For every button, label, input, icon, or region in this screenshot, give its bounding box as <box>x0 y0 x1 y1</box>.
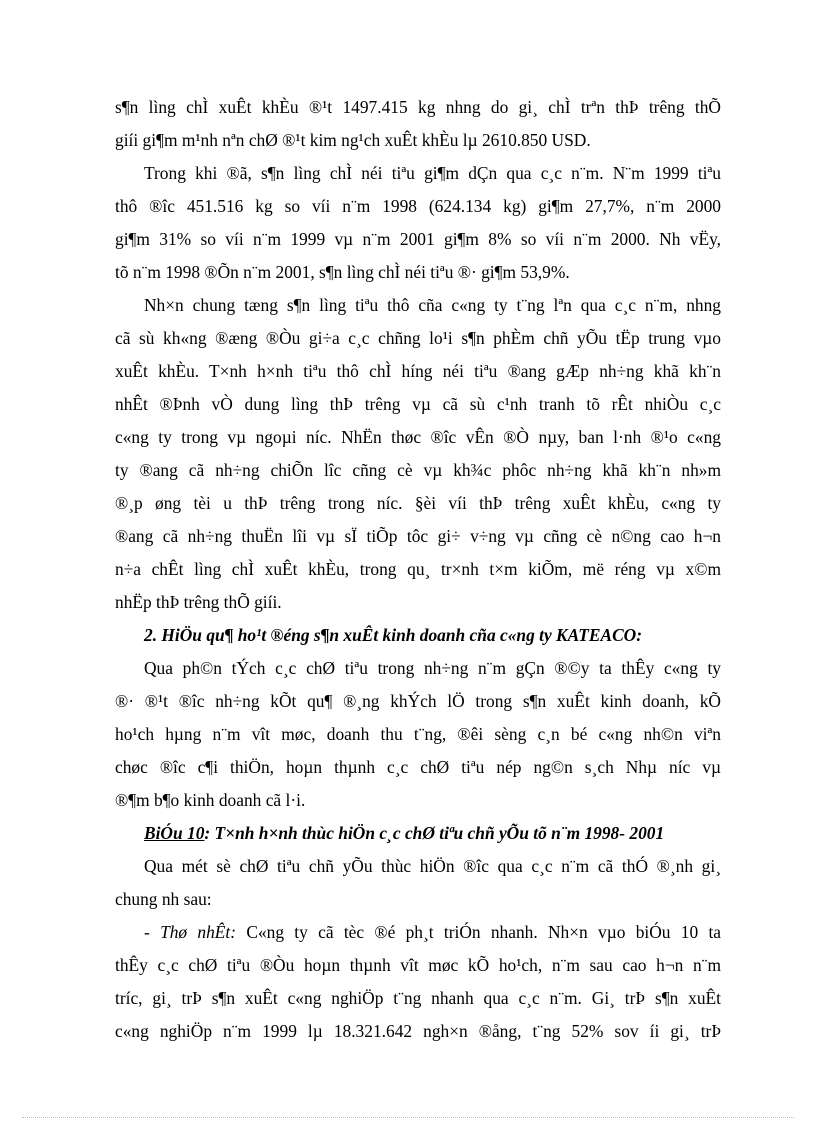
text-line: gi¶m 31% so víi n¨m 1999 vµ n¨m 2001 gi¶m 8% so víi n¨m 2000. Nh vËy, <box>115 229 721 249</box>
page-bottom-rule <box>22 1117 794 1118</box>
text-line: thÊy c¸c chØ tiªu ®Òu hoµn thµnh vît møc kÕ ho¹ch, n¨m sau cao h¬n n¨m <box>115 955 721 975</box>
text-line: nhÊt ®Þnh vÒ dung lìng thÞ trêng vµ cã sù c¹nh tranh tõ rÊt nhiÒu c¸c <box>115 394 721 414</box>
item-lead: - Thø nhÊt: <box>144 922 237 942</box>
text-line: ®¶m b¶o kinh doanh cã l·i. <box>115 790 306 810</box>
text-line: ®¸p øng tèi u thÞ trêng trong níc. §èi víi thÞ trêng xuÊt khÈu, c«ng ty <box>115 493 721 513</box>
table-caption <box>144 822 721 844</box>
text-line: Nh×n chung tæng s¶n lìng tiªu thô cña c«ng ty t¨ng lªn qua c¸c n¨m, nhng <box>144 295 721 315</box>
text-line: nhËp thÞ trêng thÕ giíi. <box>115 592 282 612</box>
text-line: ty ®ang cã nh÷ng chiÕn lîc cñng cè vµ kh¾c phôc nh÷ng khã kh¨n nh»m <box>115 460 721 480</box>
text-line: ®ang cã nh÷ng thuËn lîi vµ sÏ tiÕp tôc gi÷ v÷ng vµ cñng cè n©ng cao h¬n <box>115 526 721 546</box>
section-heading: 2. HiÖu qu¶ ho¹t ®éng s¶n xuÊt kinh doanh cña c«ng ty KATEACO: <box>144 625 643 645</box>
table-caption-text: : T×nh h×nh thùc hiÖn c¸c chØ tiªu chñ yÕu tõ n¨m 1998- 2001 <box>204 823 665 843</box>
text-line: Qua mét sè chØ tiªu chñ yÕu thùc hiÖn ®îc qua c¸c n¨m cã thÓ ®¸nh gi¸ <box>144 856 721 876</box>
text-line: ®· ®¹t ®îc nh÷ng kÕt qu¶ ®¸ng khÝch lÖ trong s¶n xuÊt kinh doanh, kÕ <box>115 691 721 711</box>
item-text: C«ng ty cã tèc ®é ph¸t triÓn nhanh. Nh×n vµo biÓu 10 ta <box>236 922 721 942</box>
table-caption-label: BiÓu 10 <box>144 823 205 843</box>
text-line: ho¹ch hµng n¨m vît møc, doanh thu t¨ng, ®êi sèng c¸n bé c«ng nh©n viªn <box>115 724 721 744</box>
text-line: Trong khi ®ã, s¶n lìng chÌ néi tiªu gi¶m dÇn qua c¸c n¨m. N¨m 1999 tiªu <box>144 163 721 183</box>
text-line: chung nh sau: <box>115 889 212 909</box>
text-line: c«ng nghiÖp n¨m 1999 lµ 18.321.642 ngh×n ®ång, t¨ng 52% sov íi gi¸ trÞ <box>115 1021 721 1041</box>
text-line: cã sù kh«ng ®æng ®Òu gi÷a c¸c chñng lo¹i s¶n phÈm chñ yÕu tËp trung vµo <box>115 328 721 348</box>
text-line: giíi gi¶m m¹nh nªn chØ ®¹t kim ng¹ch xuÊt khÈu lµ 2610.850 USD. <box>115 130 591 150</box>
text-line: n÷a chÊt lìng chÌ xuÊt khÈu, trong qu¸ tr×nh t×m kiÕm, më réng vµ x©m <box>115 559 721 579</box>
text-line: Qua ph©n tÝch c¸c chØ tiªu trong nh÷ng n¨m gÇn ®©y ta thÊy c«ng ty <box>144 658 721 678</box>
text-line: tõ n¨m 1998 ®Õn n¨m 2001, s¶n lìng chÌ néi tiªu ®· gi¶m 53,9%. <box>115 262 570 282</box>
text-line: tríc, gi¸ trÞ s¶n xuÊt c«ng nghiÖp t¨ng nhanh qua c¸c n¨m. Gi¸ trÞ s¶n xuÊt <box>115 988 721 1008</box>
text-line: thô ®îc 451.516 kg so víi n¨m 1998 (624.134 kg) gi¶m 27,7%, n¨m 2000 <box>115 196 721 216</box>
text-line: c«ng ty trong vµ ngoµi níc. NhËn thøc ®îc vÊn ®Ò nµy, ban l·nh ®¹o c«ng <box>115 427 721 447</box>
text-line <box>144 921 721 943</box>
text-line: xuÊt khÈu. T×nh h×nh tiªu thô chÌ híng néi tiªu ®ang gÆp nh÷ng khã kh¨n <box>115 361 721 381</box>
text-line: s¶n lìng chÌ xuÊt khÈu ®¹t 1497.415 kg nhng do gi¸ chÌ trªn thÞ trêng thÕ <box>115 97 721 117</box>
text-line: chøc ®îc c¶i thiÖn, hoµn thµnh c¸c chØ tiªu nép ng©n s¸ch Nhµ níc vµ <box>115 757 721 777</box>
